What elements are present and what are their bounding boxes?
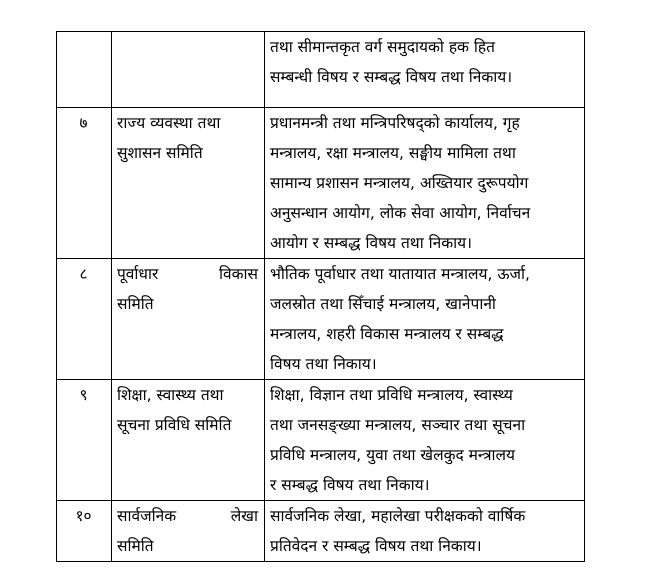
ministry-line: प्रविधि मन्त्रालय, युवा तथा खेलकुद मन्त्रालय: [270, 446, 516, 464]
ministry-line: तथा सीमान्तकृत वर्ग समुदायको हक हित: [270, 38, 495, 56]
ministry-list: [265, 108, 585, 259]
ministry-line: तथा जनसङ्ख्या मन्त्रालय, सञ्चार तथा सूचना: [270, 416, 526, 434]
ministry-line: सामान्य प्रशासन मन्त्रालय, अख्तियार दुरूपयोग: [270, 174, 529, 192]
ministry-line: प्रतिवेदन र सम्बद्ध विषय तथा निकाय।: [270, 537, 482, 555]
committee-word: [117, 501, 258, 531]
table-row: [57, 32, 585, 108]
table-row: [57, 259, 585, 380]
ministry-line: शिक्षा, विज्ञान तथा प्रविधि मन्त्रालय, स्वास्थ्य: [270, 386, 513, 404]
committee-name-line: [117, 259, 258, 289]
committee-name-line: सूचना प्रविधि समिति: [117, 416, 232, 434]
committee-name: [112, 259, 265, 380]
ministry-line: आयोग र सम्बद्ध विषय तथा निकाय।: [270, 234, 473, 252]
committee-name: [112, 108, 265, 259]
ministry-line: मन्त्रालय, रक्षा मन्त्रालय, सङ्घीय मामिला तथा: [270, 144, 516, 162]
committee-word-part: लेखा: [230, 507, 258, 525]
committee-name: [112, 32, 265, 108]
row-number: ७: [57, 108, 112, 259]
ministry-line: मन्त्रालय, शहरी विकास मन्त्रालय र सम्बद्ध: [270, 325, 504, 343]
committee-name-line: राज्य व्यवस्था तथा: [117, 114, 221, 132]
row-number: १०: [57, 501, 112, 562]
ministry-line: सार्वजनिक लेखा, महालेखा परीक्षकको वार्षिक: [270, 507, 526, 525]
ministry-line: अनुसन्धान आयोग, लोक सेवा आयोग, निर्वाचन: [270, 204, 531, 222]
ministry-line: विषय तथा निकाय।: [270, 355, 377, 373]
ministry-list: [265, 380, 585, 501]
table-row: [57, 501, 585, 562]
ministry-line: प्रधानमन्त्री तथा मन्त्रिपरिषद्को कार्यालय, गृह: [270, 114, 520, 132]
ministry-list: [265, 32, 585, 108]
committee-name-line: [117, 501, 258, 531]
committee-name: [112, 380, 265, 501]
committee-name: [112, 501, 265, 562]
table-row: [57, 108, 585, 259]
committee-word-part: विकास: [218, 265, 258, 283]
table-row: [57, 380, 585, 501]
row-number: [57, 32, 112, 108]
committee-word-part: पूर्वाधार: [117, 265, 159, 283]
committee-name-line: समिति: [117, 295, 154, 313]
committee-name-line: सुशासन समिति: [117, 144, 203, 162]
committee-ministry-table: [56, 31, 585, 562]
ministry-list: [265, 501, 585, 562]
committee-word: [117, 259, 258, 289]
ministry-list: [265, 259, 585, 380]
committee-name-line: शिक्षा, स्वास्थ्य तथा: [117, 386, 224, 404]
row-number: ८: [57, 259, 112, 380]
committee-word-part: सार्वजनिक: [117, 507, 177, 525]
ministry-line: भौतिक पूर्वाधार तथा यातायात मन्त्रालय, ऊर्जा,: [270, 265, 530, 283]
ministry-line: जलस्रोत तथा सिँचाई मन्त्रालय, खानेपानी: [270, 295, 496, 313]
committee-name-line: समिति: [117, 537, 154, 555]
ministry-line: र सम्बद्ध विषय तथा निकाय।: [270, 476, 430, 494]
row-number: ९: [57, 380, 112, 501]
ministry-line: सम्बन्धी विषय र सम्बद्ध विषय तथा निकाय।: [270, 68, 513, 86]
